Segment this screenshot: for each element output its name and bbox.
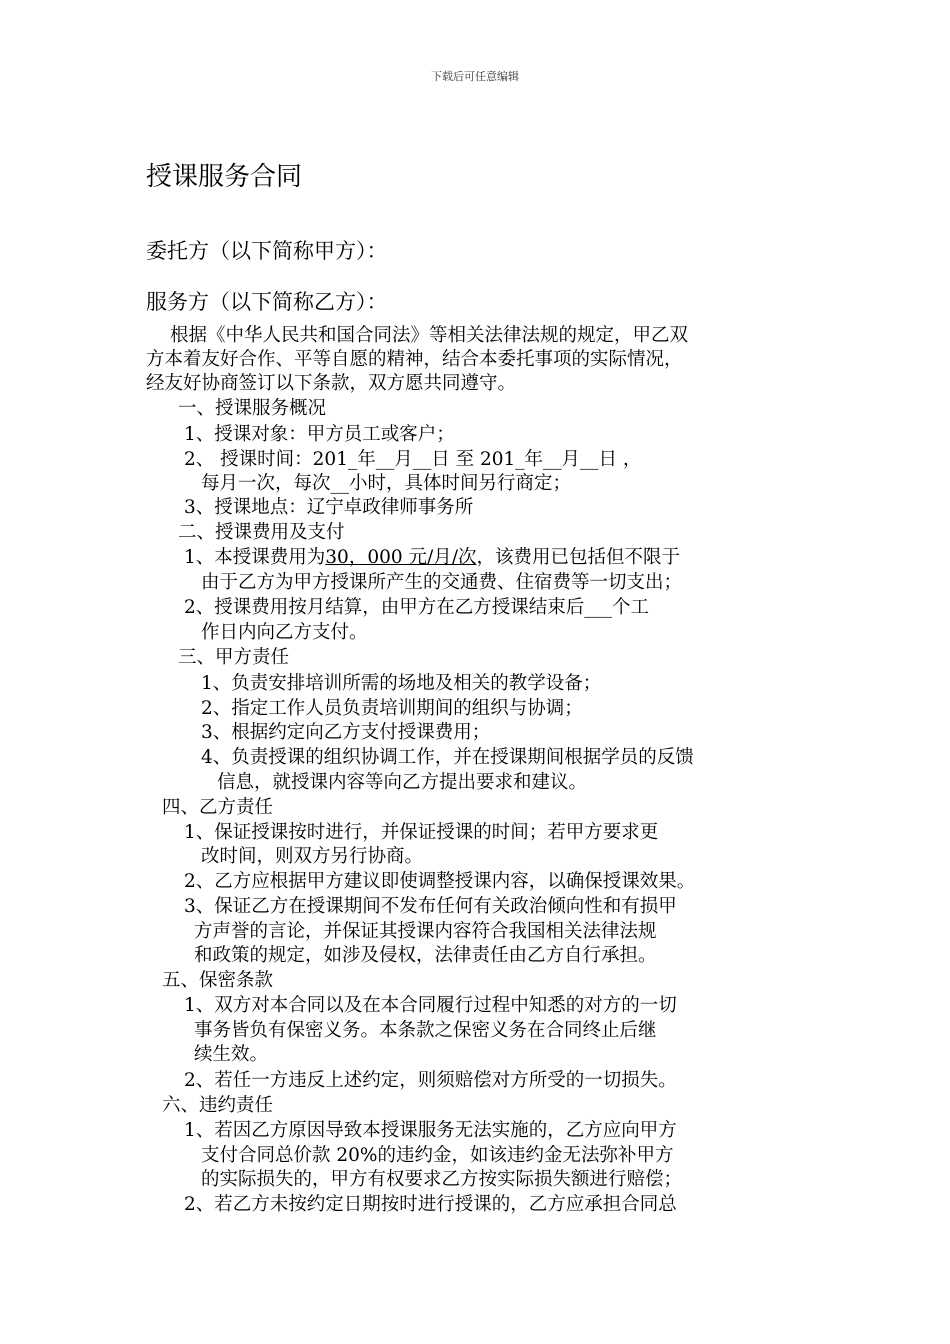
fee-suffix: ，该费用已包括但不限于 bbox=[476, 547, 680, 568]
section-2-heading: 二、授课费用及支付 bbox=[178, 522, 345, 543]
section-4-item-2: 2、乙方应根据甲方建议即使调整授课内容，以确保授课效果。 bbox=[184, 871, 696, 892]
section-4-item-1: 1、保证授课按时进行，并保证授课的时间；若甲方要求更 bbox=[184, 822, 659, 843]
intro-line-1: 根据《中华人民共和国合同法》等相关法律法规的规定，甲乙双 bbox=[170, 325, 689, 346]
section-1-item-2-cont: 每月一次，每次__小时，具体时间另行商定； bbox=[201, 473, 572, 494]
section-4-item-3: 3、保证乙方在授课期间不发布任何有关政治倾向性和有损甲 bbox=[184, 896, 677, 917]
section-1-heading: 一、授课服务概况 bbox=[178, 398, 327, 419]
section-1-item-1: 1、授课对象：甲方员工或客户； bbox=[184, 424, 455, 445]
section-6-heading: 六、违约责任 bbox=[162, 1095, 274, 1116]
section-5-item-1-cont-1: 事务皆负有保密义务。本条款之保密义务在合同终止后继 bbox=[194, 1020, 657, 1041]
page-header-note: 下载后可任意编辑 bbox=[431, 70, 519, 83]
section-4-heading: 四、乙方责任 bbox=[162, 797, 274, 818]
section-1-item-3: 3、授课地点：辽宁卓政律师事务所 bbox=[184, 497, 474, 518]
fee-amount: 30，000 元/月/次 bbox=[325, 547, 477, 568]
section-3-item-3: 3、根据约定向乙方支付授课费用； bbox=[201, 722, 491, 743]
section-2-item-2-cont: 作日内向乙方支付。 bbox=[201, 622, 368, 643]
section-4-item-1-cont: 改时间，则双方另行协商。 bbox=[201, 846, 424, 867]
provider-party-line: 服务方（以下简称乙方）： bbox=[146, 290, 388, 314]
section-2-item-1-cont: 由于乙方为甲方授课所产生的交通费、住宿费等一切支出； bbox=[201, 572, 683, 593]
section-3-item-4-cont: 信息，就授课内容等向乙方提出要求和建议。 bbox=[217, 772, 588, 793]
section-4-item-3-cont-2: 和政策的规定，如涉及侵权，法律责任由乙方自行承担。 bbox=[194, 945, 657, 966]
client-party-line: 委托方（以下简称甲方）： bbox=[146, 239, 388, 263]
section-6-item-1-cont-1: 支付合同总价款 20%的违约金，如该违约金无法弥补甲方 bbox=[201, 1145, 674, 1166]
intro-line-3: 经友好协商签订以下条款，双方愿共同遵守。 bbox=[146, 373, 517, 394]
fee-prefix: 1、本授课费用为 bbox=[184, 547, 326, 568]
section-2-item-1 bbox=[184, 547, 680, 569]
intro-line-2: 方本着友好合作、平等自愿的精神，结合本委托事项的实际情况， bbox=[146, 349, 683, 370]
document-title: 授课服务合同 bbox=[146, 162, 303, 192]
section-3-item-1: 1、负责安排培训所需的场地及相关的教学设备； bbox=[201, 673, 602, 694]
section-3-item-4: 4、负责授课的组织协调工作，并在授课期间根据学员的反馈 bbox=[201, 747, 694, 768]
section-2-item-2: 2、授课费用按月结算，由甲方在乙方授课结束后___个工 bbox=[184, 597, 650, 618]
section-5-item-1: 1、双方对本合同以及在本合同履行过程中知悉的对方的一切 bbox=[184, 995, 677, 1016]
section-3-heading: 三、甲方责任 bbox=[178, 647, 290, 668]
section-4-item-3-cont-1: 方声誉的言论，并保证其授课内容符合我国相关法律法规 bbox=[194, 921, 657, 942]
section-5-heading: 五、保密条款 bbox=[162, 970, 274, 991]
section-1-item-2: 2、 授课时间：201_年__月__日 至 201_年__月__日 ， bbox=[184, 449, 642, 470]
section-6-item-1-cont-2: 的实际损失的，甲方有权要求乙方按实际损失额进行赔偿； bbox=[201, 1169, 683, 1190]
section-5-item-1-cont-2: 续生效。 bbox=[194, 1044, 269, 1065]
section-6-item-1: 1、若因乙方原因导致本授课服务无法实施的，乙方应向甲方 bbox=[184, 1120, 677, 1141]
section-3-item-2: 2、指定工作人员负责培训期间的组织与协调； bbox=[201, 698, 583, 719]
section-6-item-2: 2、若乙方未按约定日期按时进行授课的，乙方应承担合同总 bbox=[184, 1194, 677, 1215]
section-5-item-2: 2、若任一方违反上述约定，则须赔偿对方所受的一切损失。 bbox=[184, 1070, 677, 1091]
